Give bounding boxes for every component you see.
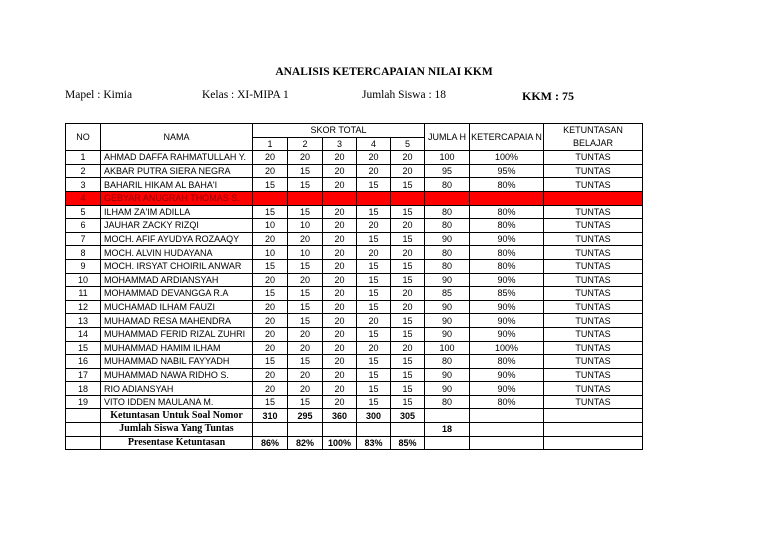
footer-value: 295 bbox=[288, 409, 323, 423]
cell-jumlah: 80 bbox=[425, 178, 470, 192]
kelas-label: Kelas : XI-MIPA 1 bbox=[202, 89, 289, 101]
cell-ketuntasan: TUNTAS bbox=[544, 395, 643, 409]
cell-ketuntasan: TUNTAS bbox=[544, 314, 643, 328]
footer-value: 300 bbox=[357, 409, 391, 423]
cell-jumlah: 90 bbox=[425, 232, 470, 246]
cell-ketercapaian: 80% bbox=[470, 355, 544, 369]
cell-skor: 20 bbox=[253, 382, 288, 396]
cell-no: 2 bbox=[66, 164, 101, 178]
table-row bbox=[66, 395, 643, 409]
cell-no: 18 bbox=[66, 382, 101, 396]
cell-jumlah: 90 bbox=[425, 327, 470, 341]
cell-jumlah: 80 bbox=[425, 355, 470, 369]
footer-empty-cell bbox=[288, 423, 323, 437]
cell-no: 17 bbox=[66, 368, 101, 382]
cell-skor: 15 bbox=[253, 287, 288, 301]
cell-ketercapaian: 90% bbox=[470, 300, 544, 314]
footer-empty-cell bbox=[470, 423, 544, 437]
cell-skor: 15 bbox=[391, 178, 425, 192]
cell-skor: 20 bbox=[391, 300, 425, 314]
cell-skor: 15 bbox=[357, 327, 391, 341]
cell-skor: 20 bbox=[323, 178, 357, 192]
cell-ketuntasan: TUNTAS bbox=[544, 355, 643, 369]
cell-nama: AKBAR PUTRA SIERA NEGRA bbox=[101, 164, 253, 178]
cell-skor: 20 bbox=[357, 314, 391, 328]
cell-skor: 15 bbox=[288, 205, 323, 219]
cell-ketercapaian: 95% bbox=[470, 164, 544, 178]
cell-skor: 20 bbox=[288, 151, 323, 165]
cell-skor: 20 bbox=[323, 287, 357, 301]
cell-skor: 15 bbox=[253, 259, 288, 273]
cell-skor: 15 bbox=[391, 368, 425, 382]
cell-ketuntasan: TUNTAS bbox=[544, 246, 643, 260]
score-table bbox=[65, 123, 643, 450]
cell-skor: 15 bbox=[288, 164, 323, 178]
cell-jumlah: 80 bbox=[425, 395, 470, 409]
cell-skor: 20 bbox=[323, 232, 357, 246]
cell-skor bbox=[253, 191, 288, 205]
cell-skor: 15 bbox=[357, 287, 391, 301]
table-row bbox=[66, 300, 643, 314]
cell-no: 6 bbox=[66, 219, 101, 233]
jumlah-siswa-label: Jumlah Siswa : 18 bbox=[362, 89, 447, 101]
cell-skor: 15 bbox=[391, 314, 425, 328]
cell-ketercapaian: 90% bbox=[470, 382, 544, 396]
cell-skor: 15 bbox=[288, 178, 323, 192]
cell-skor: 20 bbox=[253, 368, 288, 382]
footer-empty-cell bbox=[544, 409, 643, 423]
cell-skor: 20 bbox=[253, 300, 288, 314]
cell-no: 3 bbox=[66, 178, 101, 192]
cell-skor: 20 bbox=[253, 327, 288, 341]
cell-no: 12 bbox=[66, 300, 101, 314]
cell-skor: 20 bbox=[391, 246, 425, 260]
page-title: ANALISIS KETERCAPAIAN NILAI KKM bbox=[275, 66, 493, 78]
cell-skor: 20 bbox=[391, 151, 425, 165]
header-ketercapaian: KETERCAPAIA N bbox=[470, 124, 544, 151]
cell-skor: 10 bbox=[253, 219, 288, 233]
cell-nama: JAUHAR ZACKY RIZQI bbox=[101, 219, 253, 233]
table-row bbox=[66, 178, 643, 192]
footer-label: Presentase Ketuntasan bbox=[101, 436, 253, 450]
cell-skor: 15 bbox=[357, 382, 391, 396]
cell-jumlah: 100 bbox=[425, 151, 470, 165]
cell-skor: 15 bbox=[391, 205, 425, 219]
cell-skor: 15 bbox=[391, 395, 425, 409]
table-row bbox=[66, 327, 643, 341]
cell-skor: 15 bbox=[357, 395, 391, 409]
cell-skor: 20 bbox=[323, 164, 357, 178]
cell-ketercapaian: 90% bbox=[470, 327, 544, 341]
cell-skor: 20 bbox=[288, 327, 323, 341]
cell-skor: 15 bbox=[357, 178, 391, 192]
table-row bbox=[66, 205, 643, 219]
cell-skor: 20 bbox=[357, 151, 391, 165]
table-row bbox=[66, 191, 643, 205]
cell-skor: 20 bbox=[253, 341, 288, 355]
cell-ketuntasan: TUNTAS bbox=[544, 341, 643, 355]
footer-empty-cell bbox=[66, 423, 101, 437]
footer-value: 305 bbox=[391, 409, 425, 423]
cell-ketercapaian: 90% bbox=[470, 273, 544, 287]
cell-skor: 15 bbox=[357, 355, 391, 369]
cell-skor: 10 bbox=[288, 219, 323, 233]
cell-skor: 15 bbox=[391, 259, 425, 273]
cell-skor: 20 bbox=[323, 327, 357, 341]
cell-skor: 15 bbox=[391, 355, 425, 369]
header-jumlah: JUMLA H bbox=[425, 124, 470, 151]
cell-skor: 15 bbox=[357, 300, 391, 314]
cell-skor: 20 bbox=[288, 232, 323, 246]
cell-skor: 20 bbox=[357, 164, 391, 178]
cell-skor: 15 bbox=[253, 178, 288, 192]
cell-nama: MOCH. AFIF AYUDYA ROZAAQY bbox=[101, 232, 253, 246]
cell-jumlah: 80 bbox=[425, 246, 470, 260]
cell-jumlah: 90 bbox=[425, 300, 470, 314]
cell-ketuntasan: TUNTAS bbox=[544, 219, 643, 233]
cell-skor: 15 bbox=[253, 355, 288, 369]
cell-skor: 20 bbox=[323, 273, 357, 287]
cell-skor: 20 bbox=[253, 232, 288, 246]
cell-ketercapaian: 90% bbox=[470, 314, 544, 328]
cell-ketercapaian: 90% bbox=[470, 232, 544, 246]
footer-ketuntasan-soal bbox=[66, 409, 643, 423]
cell-skor: 20 bbox=[323, 395, 357, 409]
cell-skor: 20 bbox=[253, 314, 288, 328]
footer-empty-cell bbox=[253, 423, 288, 437]
cell-no: 14 bbox=[66, 327, 101, 341]
cell-skor: 15 bbox=[288, 259, 323, 273]
cell-jumlah: 90 bbox=[425, 273, 470, 287]
cell-ketercapaian: 80% bbox=[470, 246, 544, 260]
cell-no: 16 bbox=[66, 355, 101, 369]
table-row bbox=[66, 341, 643, 355]
cell-nama: ILHAM ZA'IM ADILLA bbox=[101, 205, 253, 219]
cell-skor: 20 bbox=[391, 164, 425, 178]
footer-value: 360 bbox=[323, 409, 357, 423]
cell-skor: 20 bbox=[357, 341, 391, 355]
cell-skor: 20 bbox=[323, 205, 357, 219]
cell-skor: 20 bbox=[288, 341, 323, 355]
cell-skor: 20 bbox=[323, 246, 357, 260]
footer-value: 18 bbox=[425, 423, 470, 437]
footer-value: 83% bbox=[357, 436, 391, 450]
footer-value: 310 bbox=[253, 409, 288, 423]
cell-nama: VITO IDDEN MAULANA M. bbox=[101, 395, 253, 409]
cell-skor: 20 bbox=[288, 382, 323, 396]
cell-skor: 20 bbox=[323, 314, 357, 328]
header-skor-3: 3 bbox=[323, 137, 357, 151]
cell-skor: 15 bbox=[391, 327, 425, 341]
cell-nama: MUCHAMAD ILHAM FAUZI bbox=[101, 300, 253, 314]
cell-ketercapaian: 100% bbox=[470, 151, 544, 165]
cell-jumlah: 80 bbox=[425, 219, 470, 233]
table-row bbox=[66, 355, 643, 369]
kkm-label: KKM : 75 bbox=[522, 89, 574, 103]
cell-skor: 20 bbox=[323, 300, 357, 314]
footer-empty-cell bbox=[391, 423, 425, 437]
cell-ketercapaian: 80% bbox=[470, 205, 544, 219]
header-nama: NAMA bbox=[101, 124, 253, 151]
footer-label: Ketuntasan Untuk Soal Nomor bbox=[101, 409, 253, 423]
cell-skor: 20 bbox=[323, 368, 357, 382]
cell-skor: 15 bbox=[288, 395, 323, 409]
footer-empty-cell bbox=[544, 423, 643, 437]
cell-nama: MOHAMMAD ARDIANSYAH bbox=[101, 273, 253, 287]
cell-jumlah: 90 bbox=[425, 368, 470, 382]
footer-empty-cell bbox=[425, 409, 470, 423]
table-row bbox=[66, 368, 643, 382]
cell-jumlah: 90 bbox=[425, 314, 470, 328]
cell-nama: MUHAMMAD NABIL FAYYADH bbox=[101, 355, 253, 369]
footer-empty-cell bbox=[470, 409, 544, 423]
cell-ketuntasan: TUNTAS bbox=[544, 164, 643, 178]
cell-skor: 20 bbox=[288, 368, 323, 382]
cell-no: 5 bbox=[66, 205, 101, 219]
cell-skor: 20 bbox=[253, 164, 288, 178]
cell-skor: 20 bbox=[391, 287, 425, 301]
cell-nama: MUHAMMAD FERID RIZAL ZUHRI bbox=[101, 327, 253, 341]
footer-empty-cell bbox=[66, 409, 101, 423]
header-no: NO bbox=[66, 124, 101, 151]
cell-skor: 20 bbox=[253, 273, 288, 287]
cell-skor: 15 bbox=[288, 287, 323, 301]
table-row bbox=[66, 164, 643, 178]
cell-skor: 15 bbox=[253, 395, 288, 409]
cell-skor: 15 bbox=[391, 273, 425, 287]
footer-value: 82% bbox=[288, 436, 323, 450]
table-row bbox=[66, 382, 643, 396]
cell-ketuntasan: TUNTAS bbox=[544, 287, 643, 301]
cell-ketercapaian: 100% bbox=[470, 341, 544, 355]
cell-skor: 15 bbox=[391, 382, 425, 396]
cell-skor: 15 bbox=[357, 273, 391, 287]
footer-empty-cell bbox=[544, 436, 643, 450]
cell-skor: 20 bbox=[323, 382, 357, 396]
cell-skor bbox=[357, 191, 391, 205]
cell-ketuntasan: TUNTAS bbox=[544, 327, 643, 341]
cell-skor: 15 bbox=[357, 232, 391, 246]
cell-ketercapaian: 90% bbox=[470, 368, 544, 382]
cell-no: 19 bbox=[66, 395, 101, 409]
cell-ketuntasan: TUNTAS bbox=[544, 205, 643, 219]
cell-ketercapaian: 80% bbox=[470, 259, 544, 273]
cell-skor: 20 bbox=[391, 219, 425, 233]
footer-empty-cell bbox=[470, 436, 544, 450]
cell-no: 8 bbox=[66, 246, 101, 260]
footer-jumlah-tuntas bbox=[66, 423, 643, 437]
cell-ketercapaian bbox=[470, 191, 544, 205]
cell-ketercapaian: 85% bbox=[470, 287, 544, 301]
cell-skor: 15 bbox=[288, 355, 323, 369]
cell-ketuntasan: TUNTAS bbox=[544, 178, 643, 192]
cell-skor: 15 bbox=[357, 368, 391, 382]
mapel-label: Mapel : Kimia bbox=[65, 89, 133, 101]
cell-skor: 20 bbox=[323, 259, 357, 273]
cell-skor: 20 bbox=[323, 219, 357, 233]
footer-presentase bbox=[66, 436, 643, 450]
cell-ketuntasan: TUNTAS bbox=[544, 382, 643, 396]
footer-value: 85% bbox=[391, 436, 425, 450]
header-ketuntasan: KETUNTASAN BELAJAR bbox=[544, 124, 643, 151]
table-row bbox=[66, 151, 643, 165]
table-row bbox=[66, 287, 643, 301]
cell-skor bbox=[391, 191, 425, 205]
cell-nama: AHMAD DAFFA RAHMATULLAH Y. bbox=[101, 151, 253, 165]
cell-ketuntasan: TUNTAS bbox=[544, 151, 643, 165]
cell-nama: RIO ADIANSYAH bbox=[101, 382, 253, 396]
cell-skor: 20 bbox=[357, 219, 391, 233]
footer-empty-cell bbox=[357, 423, 391, 437]
cell-nama: MOCH. ALVIN HUDAYANA bbox=[101, 246, 253, 260]
cell-skor: 10 bbox=[253, 246, 288, 260]
footer-value: 100% bbox=[323, 436, 357, 450]
table-row bbox=[66, 246, 643, 260]
table-row bbox=[66, 219, 643, 233]
cell-no: 1 bbox=[66, 151, 101, 165]
footer-empty-cell bbox=[425, 436, 470, 450]
footer-label: Jumlah Siswa Yang Tuntas bbox=[101, 423, 253, 437]
cell-skor: 20 bbox=[357, 246, 391, 260]
cell-skor: 15 bbox=[288, 300, 323, 314]
cell-jumlah bbox=[425, 191, 470, 205]
cell-skor: 15 bbox=[391, 232, 425, 246]
cell-no: 9 bbox=[66, 259, 101, 273]
cell-jumlah: 85 bbox=[425, 287, 470, 301]
cell-skor: 15 bbox=[288, 314, 323, 328]
cell-nama: MOCH. IRSYAT CHOIRIL ANWAR bbox=[101, 259, 253, 273]
cell-nama: MUHAMMAD HAMIM ILHAM bbox=[101, 341, 253, 355]
cell-skor: 15 bbox=[253, 205, 288, 219]
cell-ketuntasan: TUNTAS bbox=[544, 368, 643, 382]
cell-no: 4 bbox=[66, 191, 101, 205]
cell-skor: 20 bbox=[288, 273, 323, 287]
cell-jumlah: 80 bbox=[425, 259, 470, 273]
header-skor-1: 1 bbox=[253, 137, 288, 151]
cell-skor: 10 bbox=[288, 246, 323, 260]
cell-no: 7 bbox=[66, 232, 101, 246]
cell-no: 15 bbox=[66, 341, 101, 355]
cell-skor: 20 bbox=[323, 355, 357, 369]
header-skor-total: SKOR TOTAL bbox=[253, 124, 425, 138]
cell-nama: MUHAMMAD NAWA RIDHO S. bbox=[101, 368, 253, 382]
cell-no: 11 bbox=[66, 287, 101, 301]
cell-nama: GEBYAR ANUGRAH THOMAS S. bbox=[101, 191, 253, 205]
footer-empty-cell bbox=[323, 423, 357, 437]
cell-no: 13 bbox=[66, 314, 101, 328]
cell-ketuntasan: TUNTAS bbox=[544, 232, 643, 246]
cell-jumlah: 100 bbox=[425, 341, 470, 355]
cell-skor: 20 bbox=[253, 151, 288, 165]
cell-nama: BAHARIL HIKAM AL BAHA'I bbox=[101, 178, 253, 192]
cell-jumlah: 95 bbox=[425, 164, 470, 178]
cell-skor: 20 bbox=[391, 341, 425, 355]
cell-ketercapaian: 80% bbox=[470, 395, 544, 409]
cell-no: 10 bbox=[66, 273, 101, 287]
cell-ketuntasan: TUNTAS bbox=[544, 259, 643, 273]
cell-ketuntasan bbox=[544, 191, 643, 205]
cell-jumlah: 80 bbox=[425, 205, 470, 219]
header-skor-4: 4 bbox=[357, 137, 391, 151]
cell-ketercapaian: 80% bbox=[470, 178, 544, 192]
cell-ketercapaian: 80% bbox=[470, 219, 544, 233]
cell-skor: 15 bbox=[357, 259, 391, 273]
cell-skor: 15 bbox=[357, 205, 391, 219]
table-row bbox=[66, 232, 643, 246]
cell-nama: MUHAMAD RESA MAHENDRA bbox=[101, 314, 253, 328]
header-skor-5: 5 bbox=[391, 137, 425, 151]
table-row bbox=[66, 273, 643, 287]
cell-skor: 20 bbox=[323, 151, 357, 165]
table-row bbox=[66, 314, 643, 328]
table-row bbox=[66, 259, 643, 273]
footer-empty-cell bbox=[66, 436, 101, 450]
footer-value: 86% bbox=[253, 436, 288, 450]
header-skor-2: 2 bbox=[288, 137, 323, 151]
cell-skor bbox=[288, 191, 323, 205]
cell-ketuntasan: TUNTAS bbox=[544, 273, 643, 287]
cell-skor: 20 bbox=[323, 341, 357, 355]
cell-ketuntasan: TUNTAS bbox=[544, 300, 643, 314]
cell-skor bbox=[323, 191, 357, 205]
cell-jumlah: 90 bbox=[425, 382, 470, 396]
cell-nama: MOHAMMAD DEVANGGA R.A bbox=[101, 287, 253, 301]
